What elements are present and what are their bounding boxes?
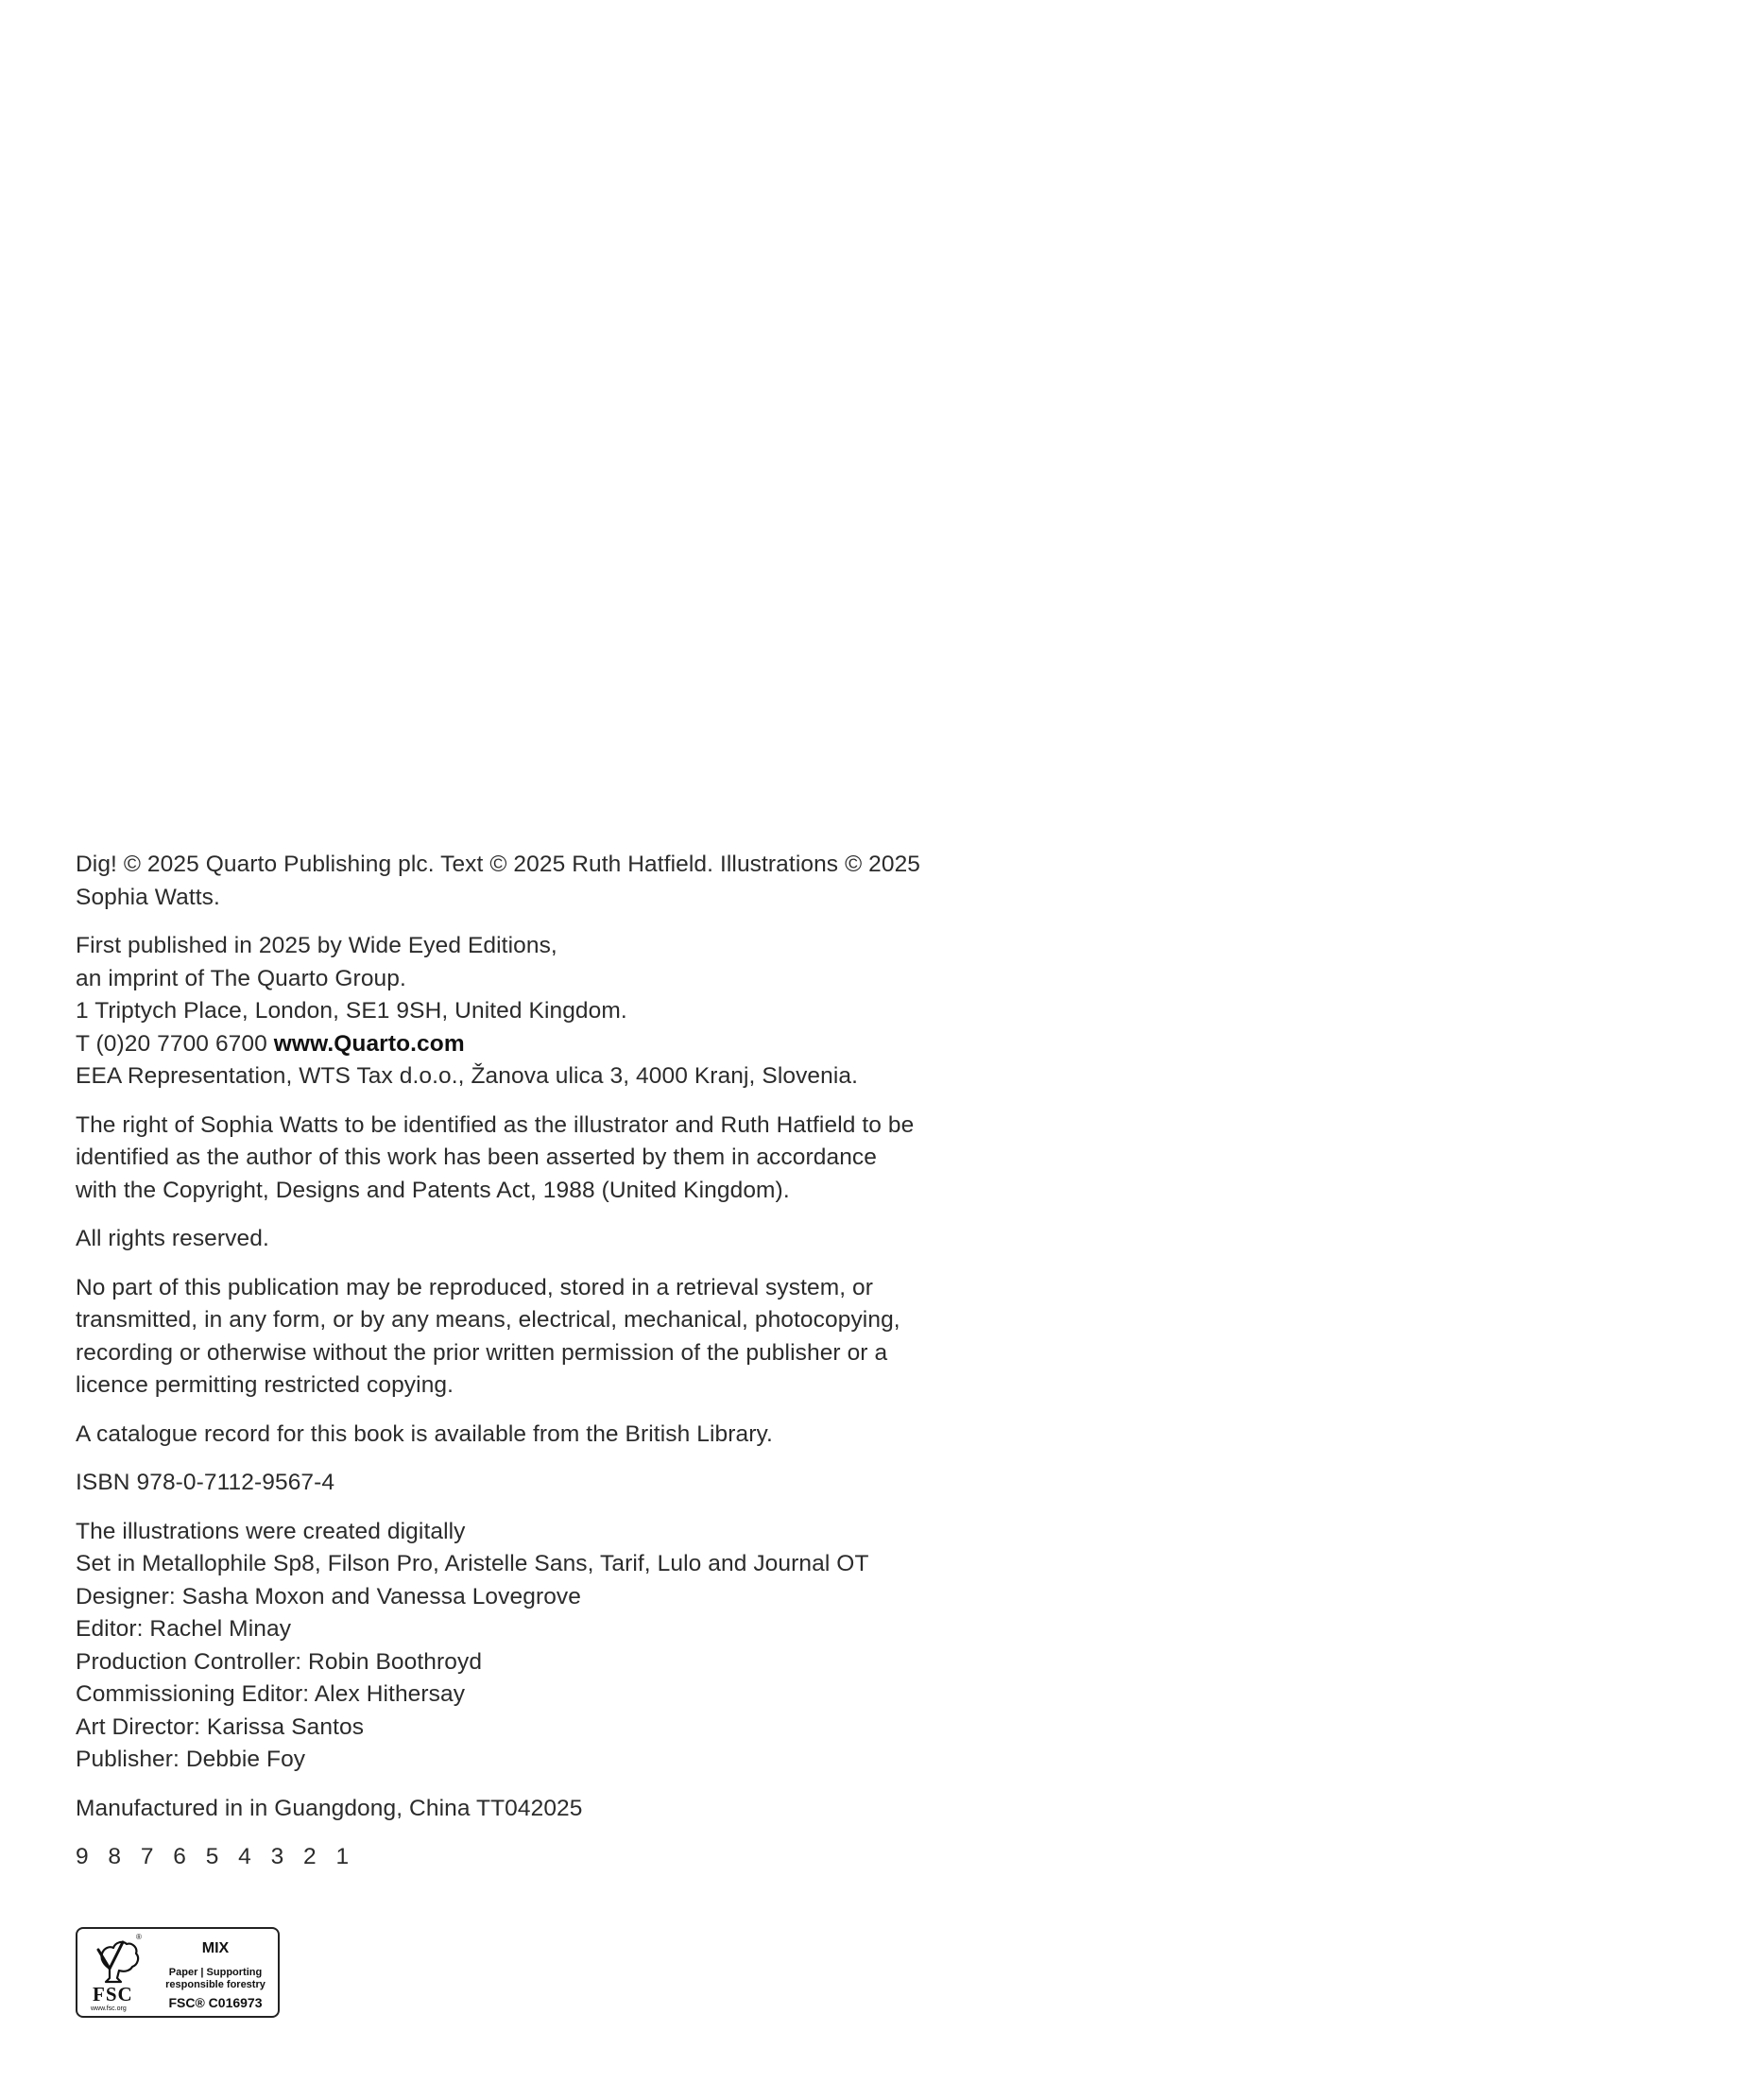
print-line: 9 8 7 6 5 4 3 2 1	[76, 1844, 356, 1869]
rights-line: with the Copyright, Designs and Patents Act, 1988 (United Kingdom).	[76, 1177, 790, 1203]
fsc-url: www.fsc.org	[91, 2005, 127, 2012]
manufactured-in: Manufactured in in Guangdong, China TT042025	[76, 1795, 583, 1821]
reproduction-notice	[76, 1272, 1020, 1403]
fsc-tree-icon	[91, 1936, 144, 1984]
rights-line: identified as the author of this work has been asserted by them in accordance	[76, 1145, 877, 1170]
credits	[76, 1516, 1020, 1777]
copyright-notice	[76, 849, 1020, 914]
catalogue-record: A catalogue record for this book is available from the British Library.	[76, 1420, 773, 1447]
copyright-line: Sophia Watts.	[76, 884, 220, 910]
isbn: ISBN 978-0-7112-9567-4	[76, 1470, 335, 1495]
fsc-mix-label: MIX	[201, 1940, 230, 1956]
fsc-license-code: FSC® C016973	[168, 1995, 263, 2010]
copyright-line: Dig! © 2025 Quarto Publishing plc. Text © 2025 Ruth Hatfield. Illustrations © 2025	[76, 852, 921, 877]
fsc-paper-label	[157, 1967, 274, 1991]
publisher-contact	[76, 1028, 1020, 1061]
fsc-paper-line: responsible forestry	[165, 1979, 266, 1990]
notice-line: recording or otherwise without the prior written permission of the publisher or a	[76, 1339, 888, 1366]
fsc-registered-mark: ®	[136, 1933, 142, 1941]
credit-line: Production Controller: Robin Boothroyd	[76, 1648, 483, 1675]
rights-line: The right of Sophia Watts to be identified as the illustrator and Ruth Hatfield to be	[76, 1111, 915, 1138]
publisher-info	[76, 930, 1020, 1093]
fsc-wordmark: FSC	[93, 1983, 133, 2005]
eea-representation: EEA Representation, WTS Tax d.o.o., Žanova ulica 3, 4000 Kranj, Slovenia.	[76, 1063, 859, 1089]
credit-line: Designer: Sasha Moxon and Vanessa Lovegrove	[76, 1583, 582, 1609]
notice-line: No part of this publication may be reproduced, stored in a retrieval system, or	[76, 1274, 874, 1300]
publisher-line: an imprint of The Quarto Group.	[76, 965, 406, 991]
publisher-line: First published in 2025 by Wide Eyed Editions,	[76, 933, 557, 958]
fsc-logo	[76, 1927, 280, 2018]
copyright-block	[76, 849, 1020, 1890]
website-link[interactable]: www.Quarto.com	[273, 1030, 465, 1057]
all-rights-reserved: All rights reserved.	[76, 1226, 269, 1251]
fsc-paper-line: Paper | Supporting	[168, 1967, 263, 1978]
credit-line: Publisher: Debbie Foy	[76, 1747, 306, 1772]
notice-line: transmitted, in any form, or by any means, electrical, mechanical, photocopying,	[76, 1307, 900, 1333]
moral-rights	[76, 1110, 1020, 1208]
phone-number: T (0)20 7700 6700	[76, 1030, 274, 1057]
credit-line: Set in Metallophile Sp8, Filson Pro, Aristelle Sans, Tarif, Lulo and Journal OT	[76, 1551, 869, 1576]
notice-line: licence permitting restricted copying.	[76, 1372, 454, 1398]
credit-line: Editor: Rachel Minay	[76, 1616, 292, 1642]
publisher-address: 1 Triptych Place, London, SE1 9SH, United Kingdom.	[76, 998, 627, 1024]
credit-line: Art Director: Karissa Santos	[76, 1713, 365, 1740]
credit-line: Commissioning Editor: Alex Hithersay	[76, 1681, 466, 1707]
credit-line: The illustrations were created digitally	[76, 1518, 466, 1544]
